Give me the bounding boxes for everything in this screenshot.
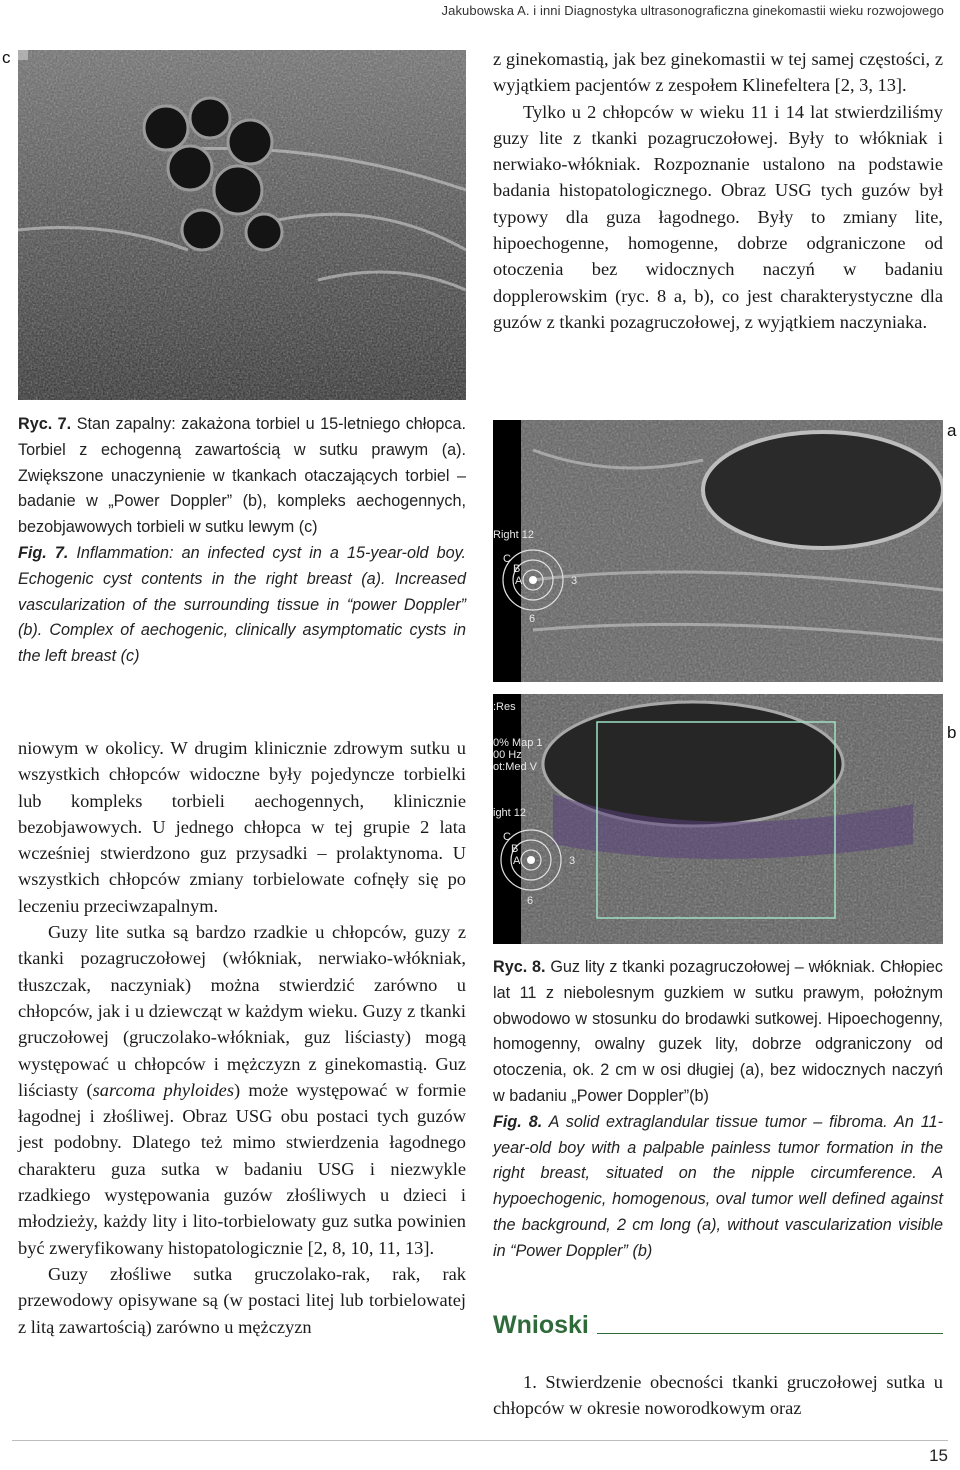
footer-rule [12, 1440, 948, 1441]
conclusions-text [493, 1369, 943, 1422]
caption-text-en: Inflammation: an infected cyst in a 15-year-old boy. Echogenic cyst contents in the right breast (a). Increased vascularization of the surrounding tissue in “power Doppler” (b). Complex of aechogenic, clinically asymptomatic cysts in the left breast (c) [18, 543, 466, 666]
overlay-mark: 3 [571, 575, 578, 587]
overlay-probe-label: ight 12 [493, 807, 527, 819]
overlay-mark: 6 [529, 613, 536, 625]
overlay-probe-label: Right 12 [493, 529, 534, 541]
paragraph: Guzy złośliwe sutka gruczolako-rak, rak, rak przewodowy opisywane są (w postaci litej lub torbielowatej z litą zawartością) zarówno u mężczyzn [18, 1263, 466, 1337]
right-column-top-text [493, 46, 943, 335]
overlay-mark: B [511, 843, 519, 855]
running-header: Jakubowska A. i inni Diagnostyka ultrasonograficzna ginekomastii wieku rozwojowego [441, 3, 944, 18]
overlay-mark: 3 [569, 855, 576, 867]
overlay-mark: C [503, 831, 511, 843]
section-heading [493, 1310, 943, 1340]
fig8-panel-letter-a: a [947, 421, 957, 440]
overlay-hz: 00 Hz [493, 749, 522, 761]
caption-label: Ryc. 8. [493, 958, 546, 976]
conclusion-item: 1. Stwierdzenie obecności tkanki gruczołowej sutka u chłopców w okresie noworodkowym oraz [493, 1372, 943, 1419]
caption-text-en: A solid extraglandular tissue tumor – fibroma. An 11-year-old boy with a palpable painless tumor formation in the right breast, situated on the nipple circumference. A hypoechogenic, homogenous, oval tumor well defined against the background, 2 cm long (a), without vascularization visible in “Power Doppler” (b) [493, 1112, 943, 1260]
left-column-bottom-text [18, 735, 466, 1340]
fig8-caption [493, 955, 943, 1265]
fig7-ultrasound-image [18, 50, 466, 400]
overlay-opt: ot:Med V [493, 761, 538, 773]
paragraph: niowym w okolicy. W drugim klinicznie zdrowym sutku u wszystkich chłopców widoczne były pojedyncze torbielki lub kompleks torbieli aechogennych, klinicznie bezobjawowych. U jednego chłopca w tej grupie 2 lata wcześniej stwierdzono guz przysadki – prolaktynoma. U wszystkich chłopców zmiany torbielowate cofnęły się po leczeniu przeciwzapalnym. [18, 738, 466, 916]
fig8-panel-letter-b: b [947, 723, 957, 742]
overlay-mark: A [513, 855, 521, 867]
fig8-ultrasound-image-b [493, 694, 943, 944]
caption-label: Fig. 7. [18, 543, 69, 562]
paragraph: z ginekomastią, jak bez ginekomastii w tej samej częstości, z wyjątkiem pacjentów z zespołem Klinefeltera [2, 3, 13]. [493, 49, 943, 96]
overlay-mark: B [513, 563, 521, 575]
overlay-mark: C [503, 553, 511, 565]
fig7-panel-letter: c [2, 48, 11, 67]
overlay-res: :Res [493, 701, 516, 713]
caption-text-pl: Stan zapalny: zakażona torbiel u 15-letniego chłopca. Torbiel z echogenną zawartością w sutku prawym (a). Zwiększone unaczynienie w tkankach otaczających torbiel – badanie w „Power Doppler” (b), kompleks aechogennych, bezobjawowych torbieli w sutku lewym (c) [18, 415, 466, 537]
section-rule [597, 1333, 943, 1334]
caption-text-pl: Guz lity z tkanki pozagruczołowej – włókniak. Chłopiec lat 11 z niebolesnym guzkiem w sutku prawym, położnym obwodowo w stosunku do brodawki sutkowej. Hipoechogenny, homogenny, owalny guzek lity, dobrze odgraniczony od otoczenia, ok. 2 cm w osi długiej (a), bez widocznych naczyń w badaniu „Power Doppler”(b) [493, 958, 943, 1105]
overlay-map: 0% Map 1 [493, 737, 543, 749]
fig8-ultrasound-image-a [493, 420, 943, 682]
paragraph: Guzy lite sutka są bardzo rzadkie u chłopców, guzy z tkanki pozagruczołowej (włókniak, nerwiako-włókniak, tłuszczak, naczyniak) można stwierdzić zarówno u chłopców, jak i u dziewcząt w każdym wieku. Guzy z tkanki gruczołowej (gruczolako-włókniak, guz liściasty) mogą występować u chłopców i mężczyzn z ginekomastią. Guz liściasty (sarcoma phyloides) może występować w formie łagodnej i złośliwej. Obraz USG obu postaci tych guzów jest podobny. Dlatego też mimo stwierdzenia łagodnego charakteru guza sutka w badaniu USG i niezwykle rzadkiego występowania guzów złośliwych u dzieci i młodzieży, każdy lity i lito-torbielowaty guz sutka powinien być zweryfikowany histopatologicznie [2, 8, 10, 11, 13]. [18, 922, 466, 1258]
overlay-mark: A [515, 575, 523, 587]
italic-term: sarcoma phyloides [92, 1079, 234, 1100]
overlay-mark: 6 [527, 895, 534, 907]
paragraph: Tylko u 2 chłopców w wieku 11 i 14 lat stwierdziliśmy guzy lite z tkanki pozagruczołowej. Były to włókniak i nerwiako-włókniak. Rozpoznanie ustalono na podstawie badania histopatologicznego. Obraz USG tych guzów był typowy dla guza łagodnego. Były to zmiany lite, hipoechogenne, homogenne, dobrze odgraniczone od otoczenia bez widocznych naczyń w badaniu dopplerowskim (ryc. 8 a, b), co jest charakterystyczne dla guzów z tkanki pozagruczołowej, z wyjątkiem naczyniaka. [493, 101, 943, 332]
caption-label: Fig. 8. [493, 1112, 543, 1131]
page-number: 15 [929, 1446, 948, 1465]
fig7-caption [18, 412, 466, 670]
section-title: Wnioski [493, 1311, 589, 1339]
caption-label: Ryc. 7. [18, 415, 72, 433]
